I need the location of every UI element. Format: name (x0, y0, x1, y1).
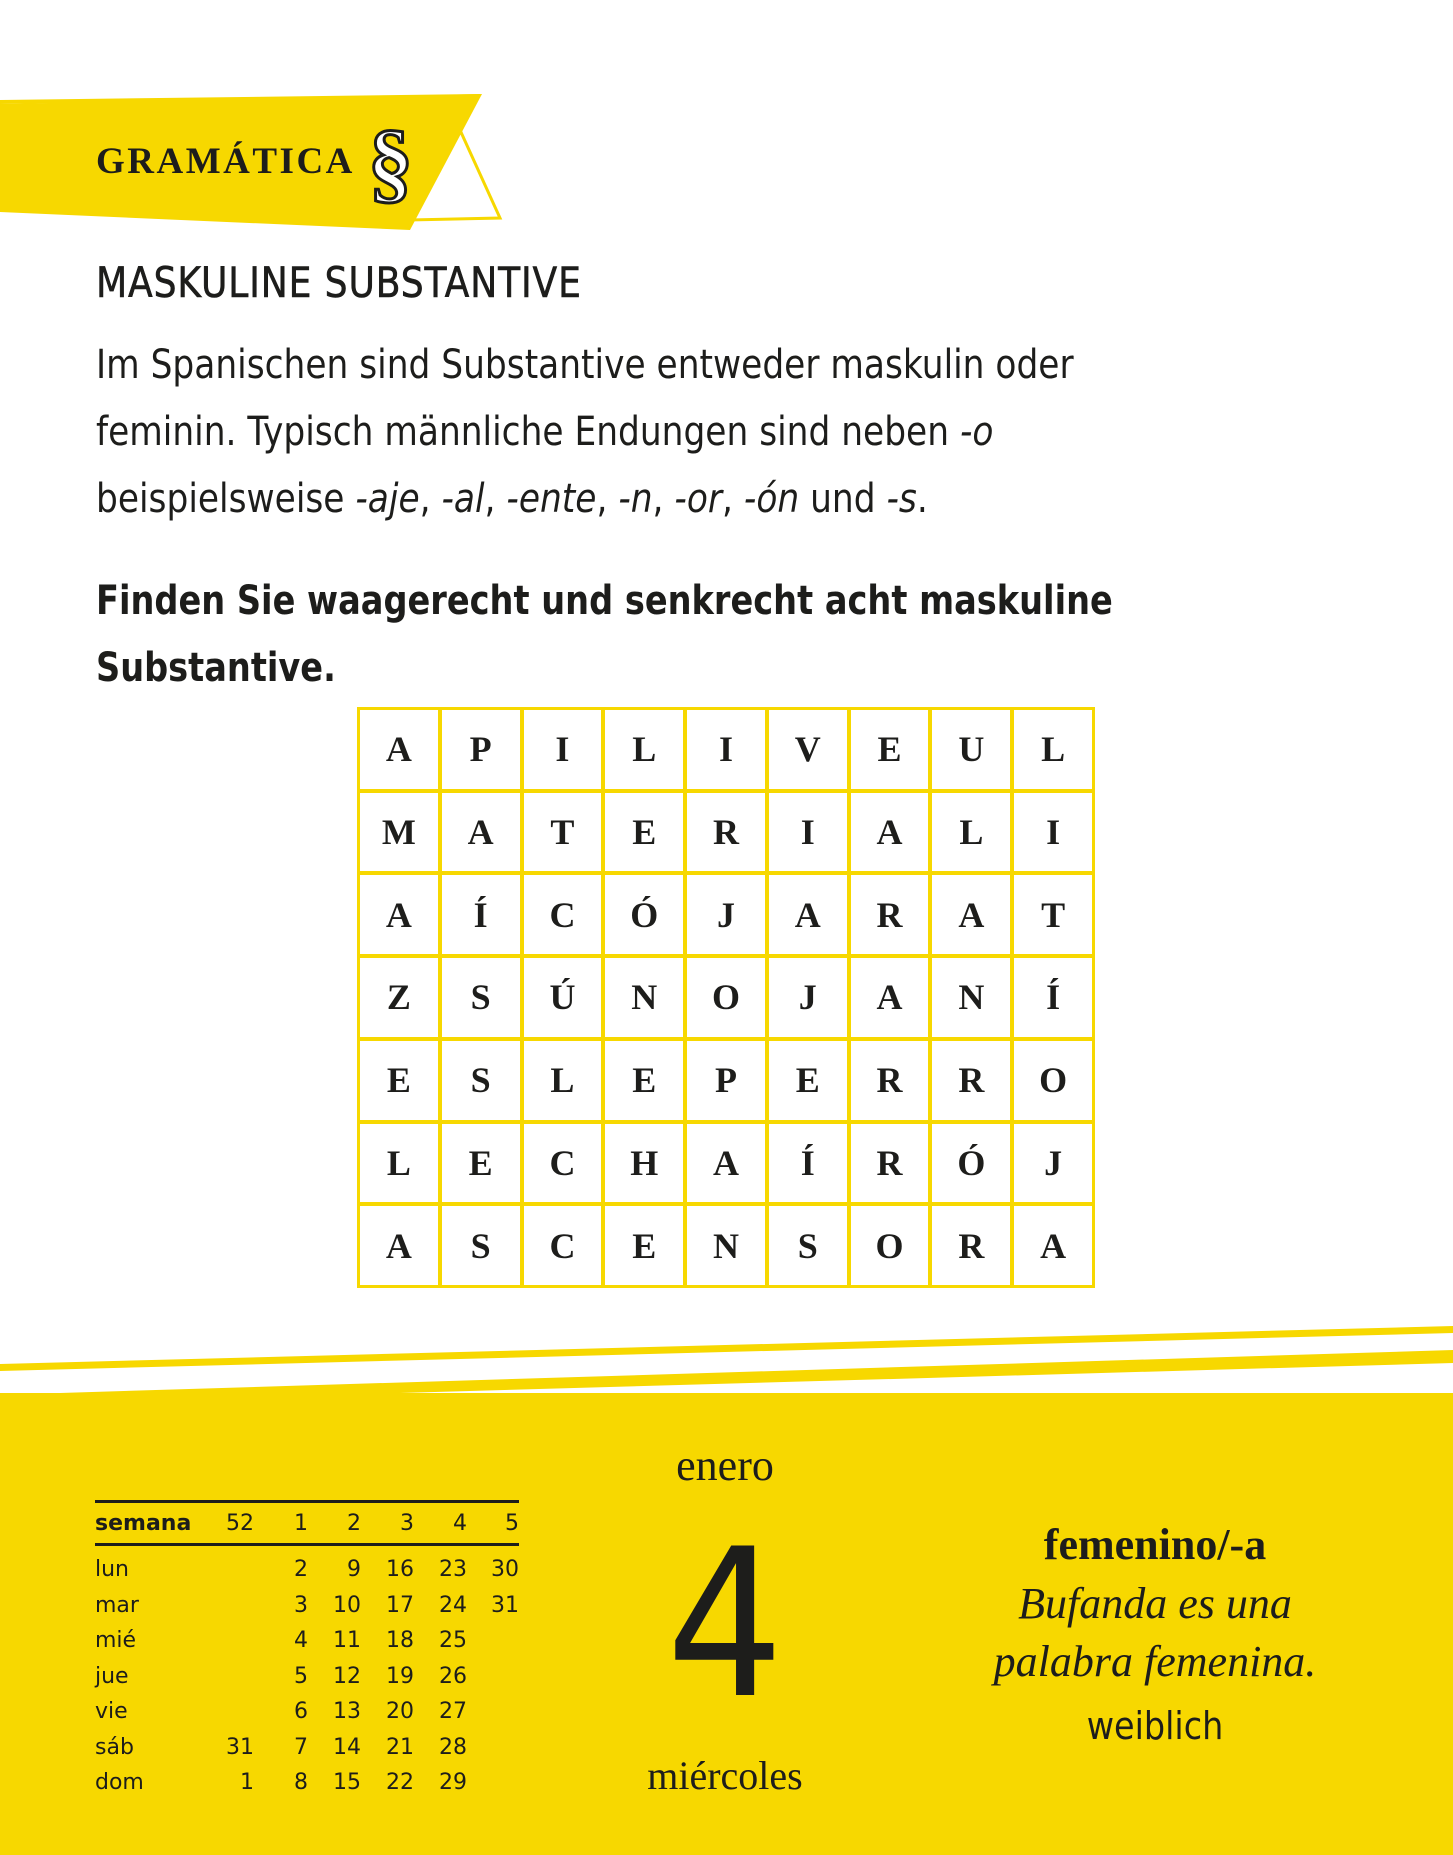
grid-cell: A (360, 875, 438, 954)
calendar-row (95, 1552, 519, 1588)
grid-cell: E (605, 1041, 683, 1120)
grid-cell: C (524, 1206, 602, 1285)
week-label: semana (95, 1510, 192, 1536)
grid-cell: V (769, 710, 847, 789)
grid-cell: E (769, 1041, 847, 1120)
grid-cell: R (851, 1124, 929, 1203)
calendar-date: 20 (386, 1699, 414, 1725)
grid-cell: I (687, 710, 765, 789)
grid-cell: C (524, 1124, 602, 1203)
grid-cell: Í (769, 1124, 847, 1203)
week-number: 1 (294, 1510, 308, 1536)
calendar-row (95, 1623, 519, 1659)
task-instruction (96, 568, 1188, 702)
calendar-date: 30 (491, 1557, 519, 1583)
ending-on: -ón (743, 476, 800, 522)
endings-list: -aje (355, 476, 420, 522)
calendar-date: 24 (439, 1592, 467, 1618)
intro-line-3: beispielsweise -aje, -al, -ente, -n, -or, -ón und -s. (96, 476, 928, 522)
grid-cell: I (1014, 793, 1092, 872)
grid-cell: A (851, 958, 929, 1037)
intro-line-2 (96, 399, 1214, 466)
weekday-abbrev: mié (95, 1628, 137, 1654)
grid-cell: A (851, 793, 929, 872)
grid-cell: L (524, 1041, 602, 1120)
ending-or: -or (674, 476, 723, 522)
week-number: 52 (226, 1510, 254, 1536)
calendar-body (95, 1546, 519, 1801)
calendar-row (95, 1765, 519, 1801)
task-line-2: Substantive. (96, 645, 336, 691)
week-number: 3 (400, 1510, 414, 1536)
grid-cell: A (1014, 1206, 1092, 1285)
week-number: 4 (453, 1510, 467, 1536)
calendar-date: 11 (333, 1628, 361, 1654)
calendar-date: 16 (386, 1557, 414, 1583)
calendar-date: 15 (333, 1770, 361, 1796)
grid-cell: Ú (524, 958, 602, 1037)
grid-cell: A (360, 710, 438, 789)
grid-cell: P (687, 1041, 765, 1120)
weekday-abbrev: sáb (95, 1734, 134, 1760)
grid-cell: R (932, 1206, 1010, 1285)
grid-cell: Ó (932, 1124, 1010, 1203)
grid-cell: P (442, 710, 520, 789)
ending-al: -al (441, 476, 485, 522)
grid-cell: S (442, 958, 520, 1037)
calendar-date: 17 (386, 1592, 414, 1618)
intro-line-3-prefix: beispielsweise (96, 476, 356, 522)
calendar-date: 9 (347, 1557, 361, 1583)
wotd-word: femenino/-a (1043, 1520, 1267, 1569)
grid-cell: O (1014, 1041, 1092, 1120)
calendar-date: 23 (439, 1557, 467, 1583)
weekday-abbrev: vie (95, 1699, 128, 1725)
week-number: 2 (347, 1510, 361, 1536)
grid-cell: N (932, 958, 1010, 1037)
grid-cell: Í (442, 875, 520, 954)
calendar-row (95, 1694, 519, 1730)
grid-cell: C (524, 875, 602, 954)
word-of-the-day (930, 1515, 1380, 1761)
intro-line-2-text: feminin. Typisch männliche Endungen sind neben (96, 409, 960, 455)
calendar-date: 22 (386, 1770, 414, 1796)
grid-cell: J (1014, 1124, 1092, 1203)
calendar-date: 18 (386, 1628, 414, 1654)
calendar-date: 13 (333, 1699, 361, 1725)
wotd-translation: weiblich (1086, 1704, 1224, 1748)
grid-cell: E (442, 1124, 520, 1203)
grid-cell: L (1014, 710, 1092, 789)
calendar-date: 26 (439, 1663, 467, 1689)
grid-cell: A (360, 1206, 438, 1285)
calendar-date: 4 (294, 1628, 308, 1654)
calendar-date: 29 (439, 1770, 467, 1796)
grid-cell: T (524, 793, 602, 872)
banner-title: GRAMÁTICA (96, 141, 355, 182)
calendar-date: 31 (226, 1734, 254, 1760)
grid-cell: E (605, 793, 683, 872)
ending-n: -n (618, 476, 653, 522)
grid-cell: U (932, 710, 1010, 789)
calendar-date: 28 (439, 1734, 467, 1760)
ending-s: -s (886, 476, 917, 522)
calendar-date: 1 (240, 1770, 254, 1796)
calendar-date: 5 (294, 1663, 308, 1689)
grid-cell: A (442, 793, 520, 872)
calendar-date: 10 (333, 1592, 361, 1618)
weekday-label: miércoles (647, 1753, 803, 1798)
grid-cell: A (932, 875, 1010, 954)
grid-cell: Ó (605, 875, 683, 954)
calendar-row (95, 1588, 519, 1624)
grid-cell: E (605, 1206, 683, 1285)
grid-cell: J (687, 875, 765, 954)
grid-cell: E (851, 710, 929, 789)
calendar-date: 6 (294, 1699, 308, 1725)
intro-line-1: Im Spanischen sind Substantive entweder maskulin oder (96, 342, 1074, 388)
grid-cell: Í (1014, 958, 1092, 1037)
grid-cell: O (687, 958, 765, 1037)
calendar-date: 7 (294, 1734, 308, 1760)
grid-cell: S (769, 1206, 847, 1285)
calendar-row (95, 1659, 519, 1695)
calendar-row (95, 1730, 519, 1766)
grid-cell: R (851, 875, 929, 954)
month-label: enero (676, 1441, 774, 1490)
wotd-example-line-1: Bufanda es una (1018, 1579, 1292, 1628)
calendar-date: 12 (333, 1663, 361, 1689)
day-number: 4 (666, 1506, 784, 1744)
grid-cell: R (851, 1041, 929, 1120)
wotd-example-line-2: palabra femenina. (993, 1637, 1317, 1686)
grid-cell: I (524, 710, 602, 789)
weekday-abbrev: jue (95, 1663, 129, 1689)
week-number: 5 (505, 1510, 519, 1536)
grid-cell: L (360, 1124, 438, 1203)
calendar-date: 21 (386, 1734, 414, 1760)
calendar-date: 2 (294, 1557, 308, 1583)
calendar-date: 3 (294, 1592, 308, 1618)
grid-cell: R (687, 793, 765, 872)
lesson-heading: MASKULINE SUBSTANTIVE (96, 258, 582, 307)
grid-cell: A (687, 1124, 765, 1203)
task-line-1: Finden Sie waagerecht und senkrecht acht maskuline (96, 578, 1113, 624)
ending-o: -o (959, 409, 994, 455)
grid-cell: S (442, 1206, 520, 1285)
grid-cell: I (769, 793, 847, 872)
calendar-date: 8 (294, 1770, 308, 1796)
word-search-grid (357, 707, 1095, 1288)
grid-cell: A (769, 875, 847, 954)
calendar-date: 27 (439, 1699, 467, 1725)
grid-cell: T (1014, 875, 1092, 954)
grid-cell: Z (360, 958, 438, 1037)
calendar-date: 31 (491, 1592, 519, 1618)
weekday-abbrev: dom (95, 1770, 144, 1796)
weekday-abbrev: mar (95, 1592, 139, 1618)
grid-cell: R (932, 1041, 1010, 1120)
grid-cell: M (360, 793, 438, 872)
grid-cell: J (769, 958, 847, 1037)
ending-ente: -ente (506, 476, 597, 522)
mini-calendar (95, 1500, 519, 1801)
calendar-date: 25 (439, 1628, 467, 1654)
section-sign-icon: § (368, 113, 413, 212)
calendar-date: 14 (333, 1734, 361, 1760)
grid-cell: O (851, 1206, 929, 1285)
grid-cell: E (360, 1041, 438, 1120)
grid-cell: L (605, 710, 683, 789)
grid-cell: L (932, 793, 1010, 872)
weekday-abbrev: lun (95, 1557, 129, 1583)
lesson-intro (96, 332, 1214, 533)
calendar-header-row (95, 1503, 519, 1543)
grid-cell: S (442, 1041, 520, 1120)
grid-cell: N (605, 958, 683, 1037)
calendar-date: 19 (386, 1663, 414, 1689)
grid-cell: H (605, 1124, 683, 1203)
grid-cell: N (687, 1206, 765, 1285)
